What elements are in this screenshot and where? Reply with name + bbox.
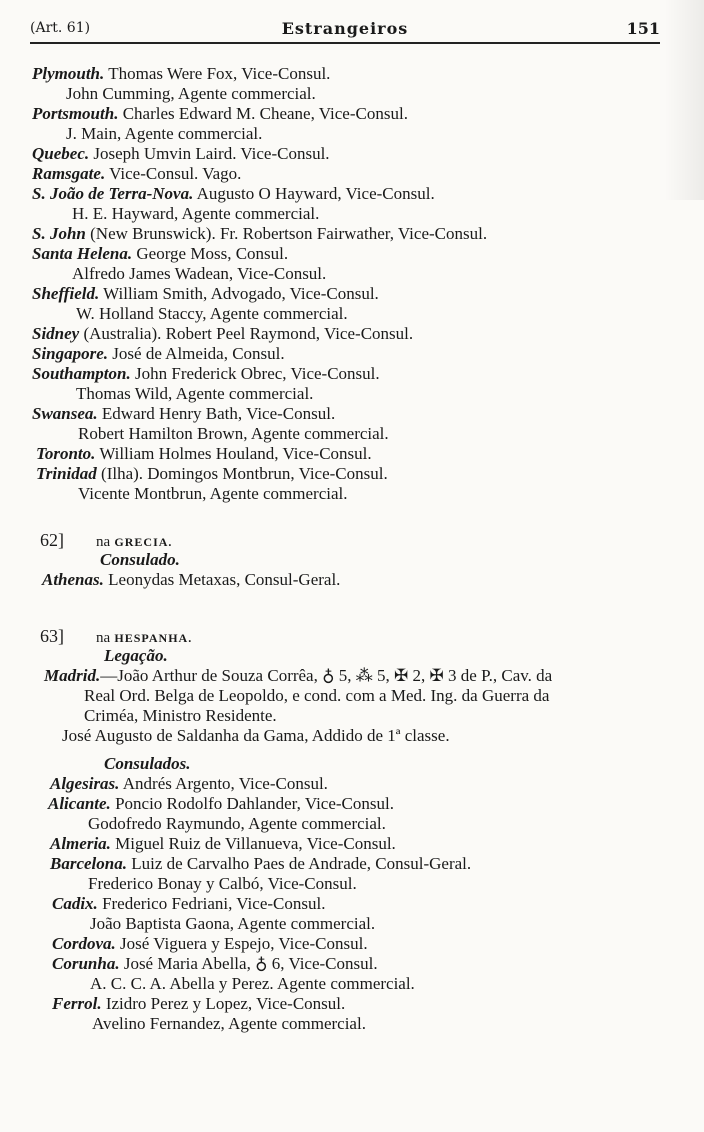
entry-line: Ferrol. Izidro Perez y Lopez, Vice-Consul. bbox=[52, 994, 346, 1013]
entry-line: Corunha. José Maria Abella, ♁ 6, Vice-Consul. bbox=[52, 954, 378, 973]
entry-line: John Cumming, Agente commercial. bbox=[66, 84, 316, 103]
subheading: Consulados. bbox=[104, 754, 191, 773]
subheading: Legação. bbox=[104, 646, 168, 665]
entry-line: A. C. C. A. Abella y Perez. Agente commercial. bbox=[90, 974, 415, 993]
entry-line: Portsmouth. Charles Edward M. Cheane, Vice-Consul. bbox=[32, 104, 408, 123]
entry-line: Real Ord. Belga de Leopoldo, e cond. com a Med. Ing. da Guerra da bbox=[84, 686, 550, 705]
entry-line: Thomas Wild, Agente commercial. bbox=[76, 384, 314, 403]
section-reference: (Art. 61) bbox=[30, 20, 91, 36]
page-number: 151 bbox=[626, 19, 660, 38]
entry-line: Sidney (Australia). Robert Peel Raymond, Vice-Consul. bbox=[32, 324, 414, 343]
entry-line: Plymouth. Thomas Were Fox, Vice-Consul. bbox=[32, 64, 331, 83]
entry-line: Santa Helena. George Moss, Consul. bbox=[32, 244, 289, 263]
entry-line: W. Holland Staccy, Agente commercial. bbox=[76, 304, 348, 323]
entry-line: J. Main, Agente commercial. bbox=[66, 124, 263, 143]
entry-line: Barcelona. Luiz de Carvalho Paes de Andrade, Consul-Geral. bbox=[50, 854, 472, 873]
entry-line: H. E. Hayward, Agente commercial. bbox=[72, 204, 320, 223]
entry-line: Ramsgate. Vice-Consul. Vago. bbox=[32, 164, 242, 183]
page-edge-shading bbox=[664, 0, 704, 200]
entry-line: Godofredo Raymundo, Agente commercial. bbox=[88, 814, 386, 833]
entry-line: Avelino Fernandez, Agente commercial. bbox=[92, 1014, 366, 1033]
entry-line: João Baptista Gaona, Agente commercial. bbox=[90, 914, 376, 933]
entry-line: Quebec. Joseph Umvin Laird. Vice-Consul. bbox=[32, 144, 330, 163]
header-rule bbox=[30, 42, 660, 44]
entry-line: Vicente Montbrun, Agente commercial. bbox=[78, 484, 348, 503]
entry-line: Toronto. William Holmes Houland, Vice-Consul. bbox=[36, 444, 372, 463]
entry-line: Criméa, Ministro Residente. bbox=[84, 706, 277, 725]
entry-line: Cadix. Frederico Fedriani, Vice-Consul. bbox=[52, 894, 326, 913]
entry-line: Trinidad (Ilha). Domingos Montbrun, Vice-Consul. bbox=[36, 464, 388, 483]
entry-line: S. João de Terra-Nova. Augusto O Hayward, Vice-Consul. bbox=[32, 184, 435, 203]
page-header bbox=[30, 18, 660, 42]
subheading: Consulado. bbox=[100, 550, 180, 569]
entry-line: Southampton. John Frederick Obrec, Vice-Consul. bbox=[32, 364, 380, 383]
entry-line: Madrid.—João Arthur de Souza Corrêa, ♁ 5, ⁂ 5, ✠ 2, ✠ 3 de P., Cav. da bbox=[44, 666, 553, 685]
page-title: Estrangeiros bbox=[281, 19, 409, 38]
entry-line: Singapore. José de Almeida, Consul. bbox=[32, 344, 285, 363]
entry-line: Robert Hamilton Brown, Agente commercial. bbox=[78, 424, 389, 443]
entry-line: Sheffield. William Smith, Advogado, Vice-Consul. bbox=[32, 284, 379, 303]
entry-line: Alfredo James Wadean, Vice-Consul. bbox=[72, 264, 327, 283]
entry-line: Frederico Bonay y Calbó, Vice-Consul. bbox=[88, 874, 357, 893]
entry-line: Athenas. Leonydas Metaxas, Consul-Geral. bbox=[42, 570, 341, 589]
section-heading-hespanha: 63] na HESPANHA. bbox=[40, 626, 193, 646]
entry-line: Alicante. Poncio Rodolfo Dahlander, Vice-Consul. bbox=[48, 794, 394, 813]
entry-line: Swansea. Edward Henry Bath, Vice-Consul. bbox=[32, 404, 336, 423]
section-heading-grecia: 62] na GRECIA. bbox=[40, 530, 173, 550]
entry-line: José Augusto de Saldanha da Gama, Addido de 1ª classe. bbox=[62, 726, 450, 745]
entry-line: S. John (New Brunswick). Fr. Robertson Fairwather, Vice-Consul. bbox=[32, 224, 488, 243]
entry-line: Algesiras. Andrés Argento, Vice-Consul. bbox=[50, 774, 328, 793]
entry-line: Cordova. José Viguera y Espejo, Vice-Consul. bbox=[52, 934, 368, 953]
entry-line: Almeria. Miguel Ruiz de Villanueva, Vice-Consul. bbox=[50, 834, 396, 853]
